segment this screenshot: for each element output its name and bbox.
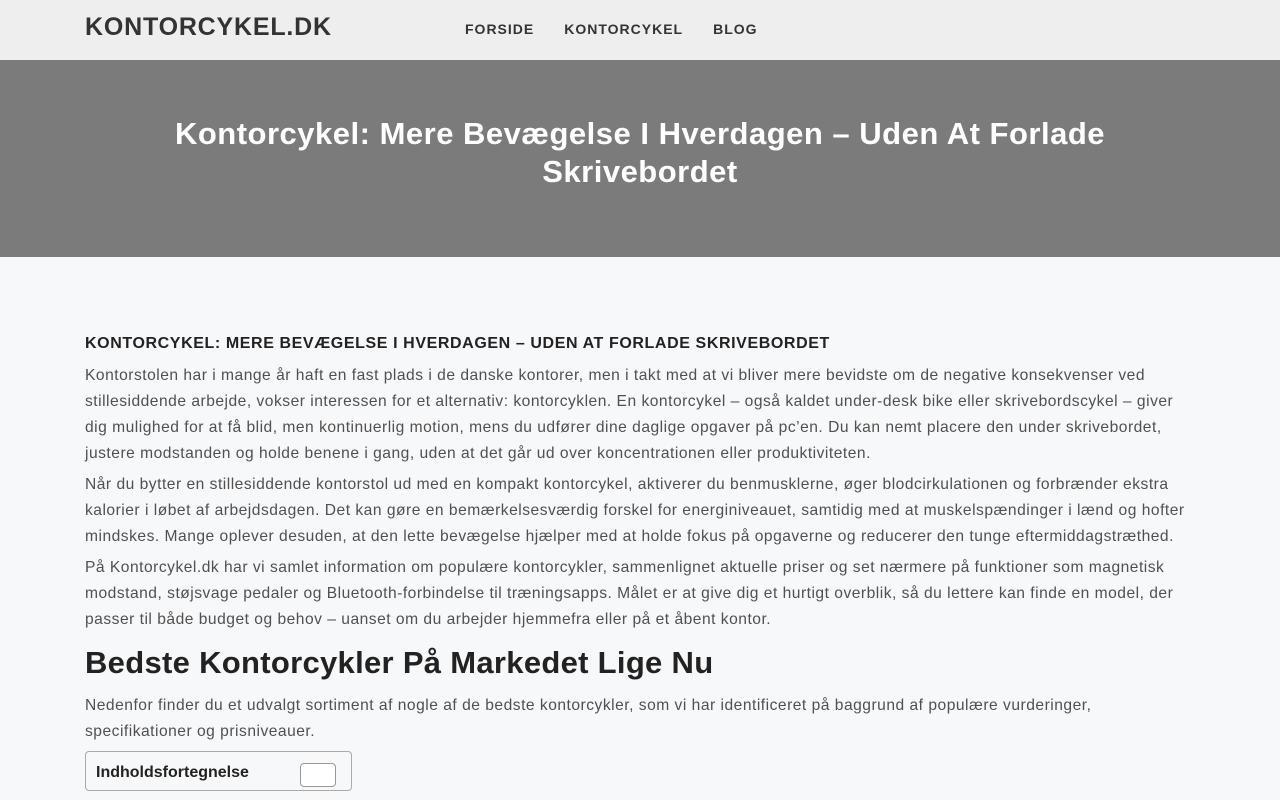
nav-item-forside[interactable]: FORSIDE (465, 21, 535, 37)
article-content (0, 257, 1280, 791)
toc-toggle-button[interactable] (300, 763, 336, 787)
hero-banner (0, 60, 1280, 257)
site-logo[interactable]: KONTORCYKEL.DK (85, 13, 332, 41)
nav-item-blog[interactable]: BLOG (713, 21, 758, 37)
article-paragraph: På Kontorcykel.dk har vi samlet information om populære kontorcykler, sammenlignet aktuelle priser og set nærmere på funktioner som magnetisk modstand, støjsvage pedaler og Bluetooth-forbindelse til træningsapps. Målet er at give dig et hurtigt overblik, så du lettere kan finde en model, der passer til både budget og behov – uanset om du arbejder hjemmefra eller på et åbent kontor. (85, 559, 1174, 628)
best-bikes-intro: Nedenfor finder du et udvalgt sortiment af nogle af de bedste kontorcykler, som vi har identificeret på baggrund af populære vurderinger, specifikationer og prisniveauer. (85, 697, 1092, 740)
best-bikes-heading: Bedste Kontorcykler På Markedet Lige Nu (85, 645, 714, 680)
toc-title: Indholdsfortegnelse (96, 764, 249, 781)
section-heading: KONTORCYKEL: MERE BEVÆGELSE I HVERDAGEN – UDEN AT FORLADE SKRIVEBORDET (85, 335, 830, 352)
article-paragraph: Når du bytter en stillesiddende kontorstol ud med en kompakt kontorcykel, aktiverer du benmusklerne, øger blodcirkulationen og forbrænder ekstra kalorier i løbet af arbejdsdagen. Det kan gøre en bemærkelsesværdig forskel for energiniveauet, samtidig med at muskelspændinger i lænd og hofter mindskes. Mange oplever desuden, at den lette bevægelse hjælper med at holde fokus på opgaverne og reducerer den tunge eftermiddagstræthed. (85, 476, 1185, 545)
site-header (0, 0, 1280, 60)
table-of-contents (85, 751, 352, 791)
page-title: Kontorcykel: Mere Bevægelse I Hverdagen – Uden At Forlade Skrivebordet (174, 116, 1106, 189)
article-paragraph: Kontorstolen har i mange år haft en fast plads i de danske kontorer, men i takt med at vi bliver mere bevidste om de negative konsekvenser ved stillesiddende arbejde, vokser interessen for et alternativ: kontorcyklen. En kontorcykel – også kaldet under-desk bike eller skrivebordscykel – giver dig mulighed for at få blid, men kontinuerlig motion, mens du udfører dine daglige opgaver på pc’en. Du kan nemt placere den under skrivebordet, justere modstanden og holde benene i gang, uden at det går ud over koncentrationen eller produktiviteten. (85, 367, 1174, 462)
main-nav (465, 21, 758, 37)
nav-item-kontorcykel[interactable]: KONTORCYKEL (564, 21, 684, 37)
